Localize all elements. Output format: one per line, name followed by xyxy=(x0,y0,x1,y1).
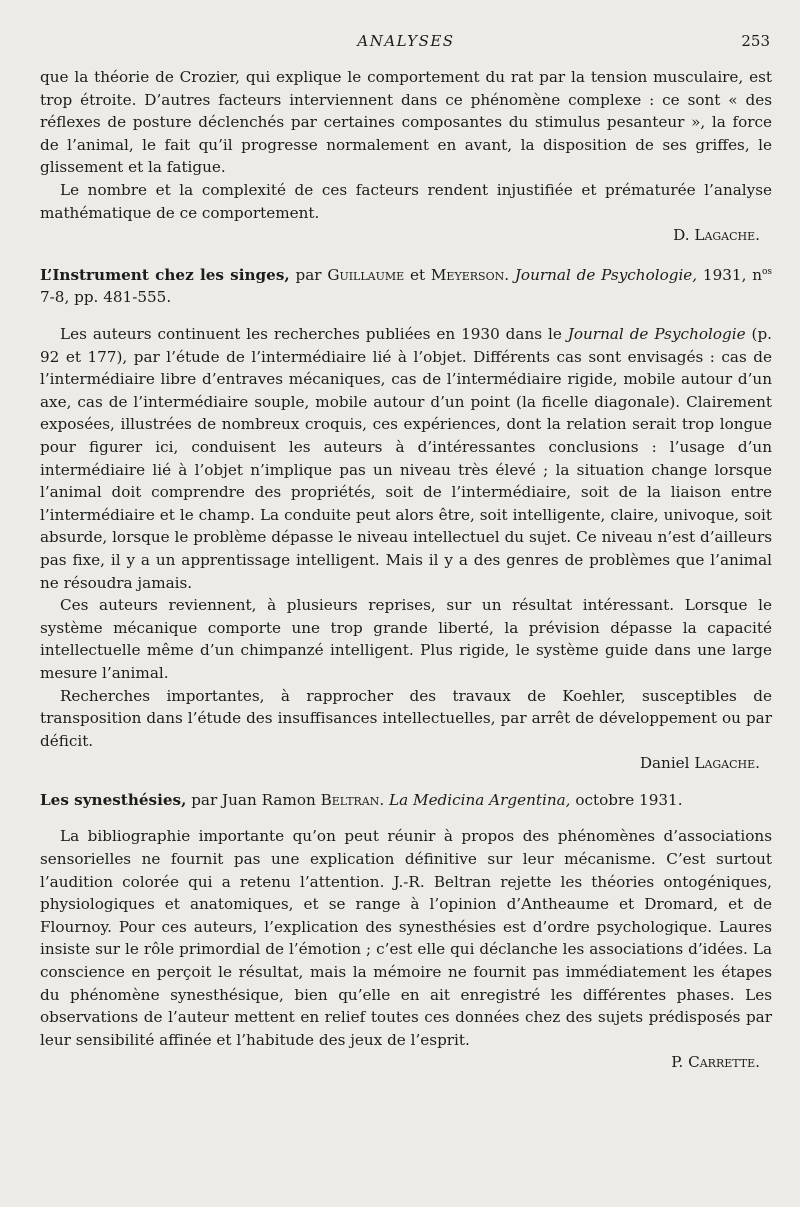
page-number: 253 xyxy=(741,32,770,50)
review1-signature: D. Lagache. xyxy=(673,226,760,245)
review3-author: Beltran. xyxy=(320,790,385,809)
review3-paragraph-1: La bibliographie importante qu’on peut réunir à propos des phénomènes d’associations sensorielles ne fournit pas une explication définitive sur leur mécanisme. C’est surtout l’audition colorée qui a retenu l’attention. J.-R. Beltran rejette les théories ontogéniques, physiologiques et anatomiques, et se range à l’opinion d’Antheaume et Dromard, et de Flournoy. Pour ces auteurs, l’explication des synesthésies est d’ordre psychologique. Laures insiste sur le rôle primordial de l’émotion ; c’est elle qui déclanche les associations d’idées. La conscience en perçoit le résultat, mais la mémoire ne fournit pas immédiatement les étapes du phénomène synesthésique, bien qu’elle en ait enregistré les différentes phases. Les observations de l’auteur mettent en relief toutes ces données chez des sujets prédisposés par leur sensibilité affinée et l’habitude des jeux de l’esprit. xyxy=(40,827,772,1049)
review2-issue: $n^{os}$ 7-8, pp. 481-555. xyxy=(40,265,773,307)
review3-heading: Les synesthésies, par Juan Ramon Beltran. La Medicina Argentina, octobre 1931. xyxy=(40,790,683,809)
review2-paragraph-3: Recherches importantes, à rapprocher des travaux de Koehler, susceptibles de transposition dans l’étude des insuffisances intellectuelles, par arrêt de développement ou par déficit. xyxy=(40,686,772,750)
review2-author2: Meyerson. xyxy=(430,265,510,284)
review2-author1: Guillaume xyxy=(327,265,405,284)
review2-title: L’Instrument chez les singes, xyxy=(40,265,290,284)
review2-paragraph-2: Ces auteurs reviennent, à plusieurs reprises, sur un résultat intéressant. Lorsque le système mécanique comporte une trop grande liberté, la prévision dépasse la capacité intellectuelle même d’un chimpanzé intelligent. Plus rigide, le système guide dans une large mesure l’animal. xyxy=(40,596,772,682)
review2-paragraph-1: Les auteurs continuent les recherches publiées en 1930 dans le Journal de Psychologie (p. 92 et 177), par l’étude de l’intermédiaire lié à l’objet. Différents cas sont envisagés : cas de l’intermédiaire libre d’entraves mécaniques, cas de l’intermédiaire rigide, mobile autour d’un axe, cas de l’intermédiaire souple, mobile autour d’un point (la ficelle diagonale). Clairement exposées, illustrées de nombreux croquis, ces expériences, dont la relation serait trop longue pour figurer ici, conduisent les auteurs à d’intéressantes conclusions : l’usage d’un intermédiaire lié à l’objet n’implique pas un niveau très élevé ; la situation change lorsque l’animal doit comprendre des propriétés, soit de l’intermédiaire, soit de la liaison entre l’intermédiaire et le champ. La conduite peut alors être, soit intelligente, claire, univoque, soit absurde, lorsque le problème dépasse le niveau intellectuel du sujet. Ce niveau n’est d’ailleurs pas fixe, il y a un apprentissage intelligent. Mais il y a des genres de problèmes que l’animal ne résoudra jamais. xyxy=(40,325,772,592)
review3-signature: P. Carrette. xyxy=(671,1053,760,1072)
running-header xyxy=(40,32,772,54)
running-title: ANALYSES xyxy=(357,32,455,50)
review2-journal: Journal de Psychologie, xyxy=(514,265,698,284)
review1-paragraph-1: que la théorie de Crozier, qui explique le comportement du rat par la tension musculaire, est trop étroite. D’autres facteurs interviennent dans ce phénomène complexe : ce sont « des réflexes de posture déclenchés par certaines composantes du stimulus pesanteur », la force de l’animal, le fait qu’il progresse normalement en avant, la disposition de ses griffes, le glissement et la fatigue. xyxy=(40,68,772,177)
review3-journal: La Medicina Argentina, xyxy=(389,790,571,809)
review3-title: Les synesthésies, xyxy=(40,790,187,809)
review2-signature: Daniel Lagache. xyxy=(639,754,760,773)
review1-paragraph-2: Le nombre et la complexité de ces facteurs rendent injustifiée et prématurée l’analyse mathématique de ce comportement. xyxy=(40,180,772,222)
review2-heading: L’Instrument chez les singes, par Guillaume et Meyerson. Journal de Psychologie, 1931, $n^{os}$ 7-8, pp. 481-555. xyxy=(40,265,773,307)
